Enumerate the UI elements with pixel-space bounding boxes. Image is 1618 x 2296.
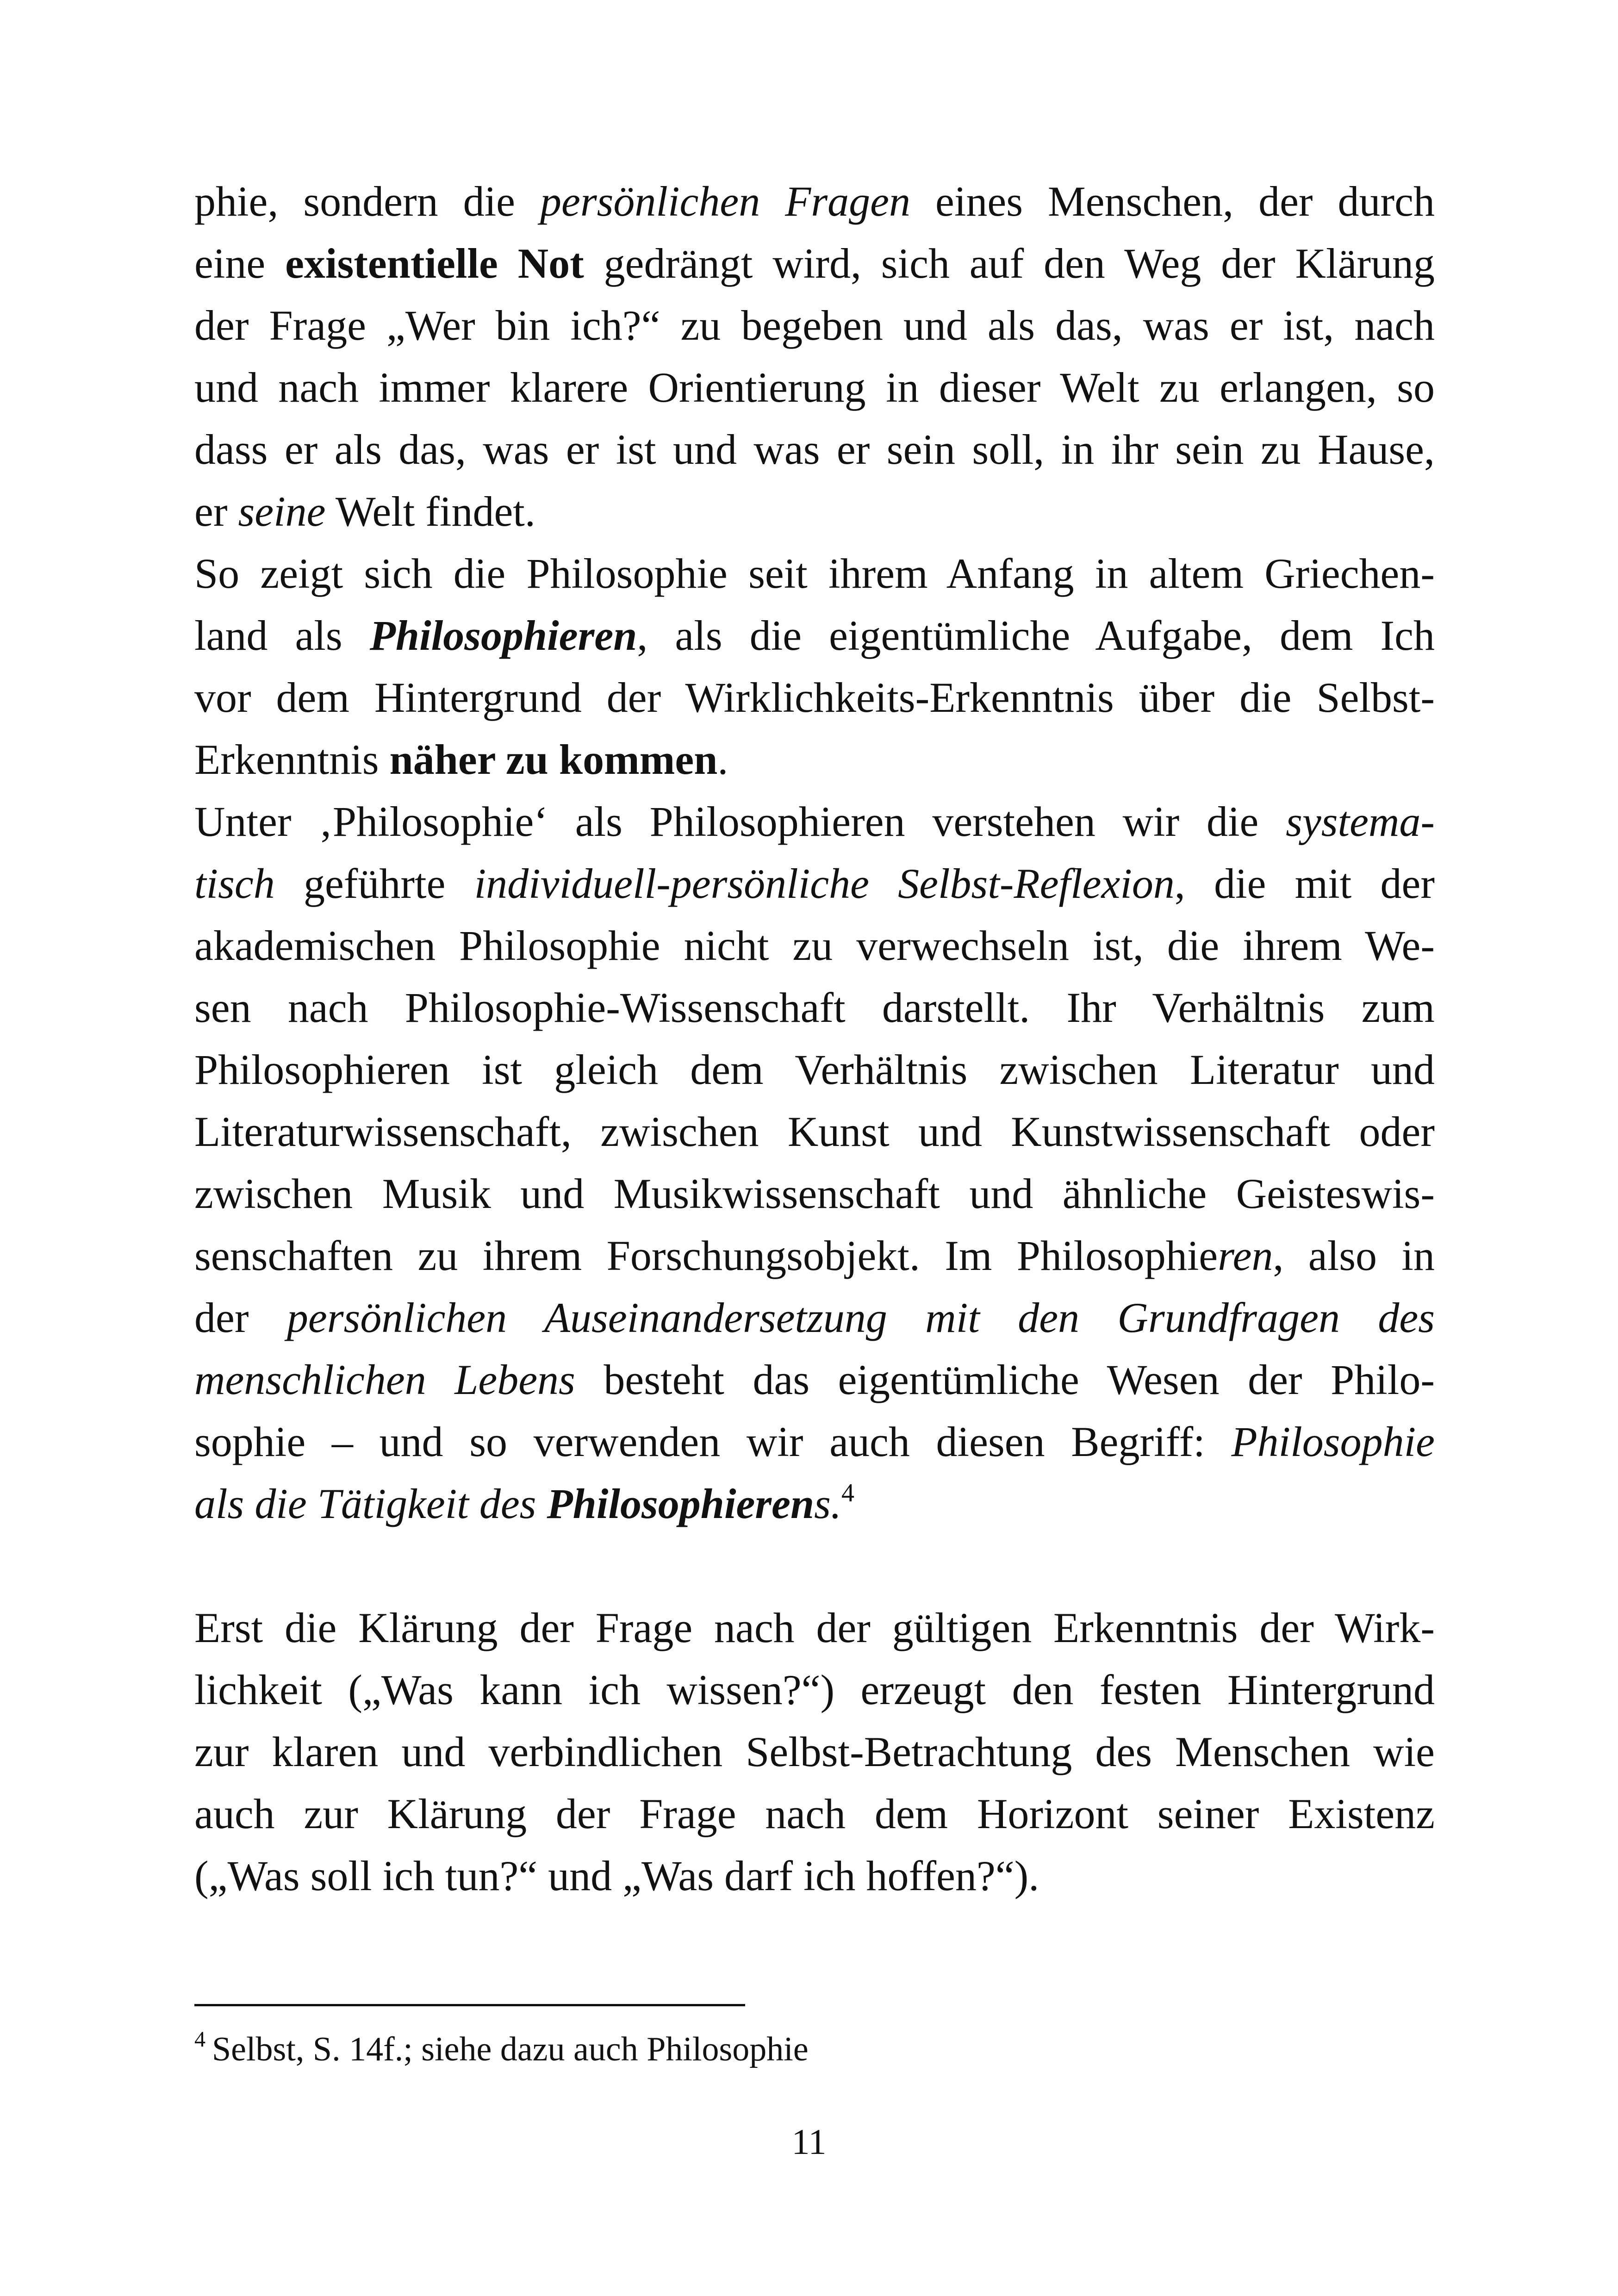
text-run: („Was soll ich tun?“ und „Was darf ich hoffen?“).	[194, 1852, 1039, 1899]
body-line	[194, 666, 1435, 728]
body-line	[194, 1287, 1435, 1349]
body-line	[194, 542, 1435, 604]
footnote-reference: 4	[841, 1479, 854, 1507]
text-run: Philosophieren ist gleich dem Verhältnis zwischen Literatur und	[194, 1046, 1435, 1093]
text-run: dass er als das, was er ist und was er sein soll, in ihr sein zu Hause,	[194, 426, 1435, 473]
text-run: eine	[194, 240, 286, 287]
italic-run: individuell-persönliche Selbst-Reflexion	[474, 860, 1175, 907]
bold-italic-run: Philosophieren	[547, 1480, 815, 1527]
text-run: phie, sondern die	[194, 178, 540, 225]
italic-run: seine	[238, 488, 326, 535]
footnote	[194, 2026, 809, 2077]
body-line	[194, 1101, 1435, 1163]
italic-run: persönlichen Fragen	[540, 178, 911, 225]
body-line	[194, 1163, 1435, 1225]
italic-run: persönlichen Auseinandersetzung mit den Grundfragen des	[286, 1294, 1435, 1341]
footnote-text: Selbst, S. 14f.; siehe dazu auch Philosophie	[212, 2030, 809, 2068]
text-run: geführte	[274, 860, 474, 907]
text-run: zur klaren und verbindlichen Selbst-Betrachtung des Menschen wie	[194, 1728, 1435, 1775]
text-run: Erkenntnis	[194, 736, 390, 783]
body-line	[194, 480, 1435, 542]
body-line	[194, 852, 1435, 915]
body-line	[194, 1039, 1435, 1101]
text-run: besteht das eigentümliche Wesen der Philo-	[575, 1356, 1435, 1403]
body-line	[194, 418, 1435, 480]
italic-run: .	[830, 1480, 841, 1527]
italic-run: als die Tätigkeit des	[194, 1480, 547, 1527]
text-run: lichkeit („Was kann ich wissen?“) erzeugt den festen Hintergrund	[194, 1666, 1435, 1713]
body-line	[194, 232, 1435, 294]
text-run: eines Menschen, der durch	[910, 178, 1435, 225]
text-run: und nach immer klarere Orientierung in dieser Welt zu erlangen, so	[194, 364, 1435, 411]
text-run: , die mit der	[1174, 860, 1435, 907]
text-run: Welt findet.	[325, 488, 535, 535]
italic-run: systema-	[1286, 798, 1435, 845]
text-run: , als die eigentümliche Aufgabe, dem Ich	[637, 612, 1435, 659]
body-line	[194, 977, 1435, 1039]
bold-italic-run: Philosophieren	[369, 612, 637, 659]
body-line	[194, 170, 1435, 232]
text-run: vor dem Hintergrund der Wirklichkeits-Erkenntnis über die Selbst-	[194, 674, 1435, 721]
body-line	[194, 1597, 1435, 1659]
body-line	[194, 1225, 1435, 1287]
body-line	[194, 356, 1435, 418]
body-line	[194, 790, 1435, 852]
footnote-separator	[194, 2004, 745, 2006]
body-line	[194, 1349, 1435, 1411]
text-run: .	[717, 736, 728, 783]
text-run: gedrängt wird, sich auf den Weg der Klärung	[584, 240, 1435, 287]
text-run: sen nach Philosophie-Wissenschaft darstellt. Ihr Verhältnis zum	[194, 984, 1435, 1031]
text-run: zwischen Musik und Musikwissenschaft und ähnliche Geisteswis-	[194, 1170, 1435, 1217]
text-run: der	[194, 1294, 287, 1341]
body-line	[194, 1845, 1435, 1907]
body-line	[194, 1659, 1435, 1721]
italic-run: tisch	[194, 860, 275, 907]
bold-run: näher zu kommen	[389, 736, 718, 783]
text-run: akademischen Philosophie nicht zu verwechseln ist, die ihrem We-	[194, 922, 1435, 969]
italic-run: Philosophie	[1231, 1418, 1435, 1465]
text-run: sophie – und so verwenden wir auch diesen Begriff:	[194, 1418, 1232, 1465]
body-line	[194, 1473, 1435, 1535]
text-run: er	[194, 488, 238, 535]
footnote-number: 4	[194, 2027, 205, 2052]
italic-run: ren	[1218, 1232, 1273, 1279]
italic-run: s	[814, 1480, 831, 1527]
text-run: So zeigt sich die Philosophie seit ihrem Anfang in altem Griechen-	[194, 550, 1435, 597]
text-run: , also in	[1273, 1232, 1435, 1279]
body-line	[194, 1783, 1435, 1845]
text-run: senschaften zu ihrem Forschungsobjekt. Im Philosophie	[194, 1232, 1218, 1279]
text-run: Erst die Klärung der Frage nach der gültigen Erkenntnis der Wirk-	[194, 1604, 1435, 1651]
text-run: Unter ‚Philosophie‘ als Philosophieren verstehen wir die	[194, 798, 1286, 845]
body-line	[194, 915, 1435, 977]
body-line	[194, 1411, 1435, 1473]
text-run: land als	[194, 612, 370, 659]
bold-run: existentielle Not	[285, 240, 584, 287]
body-line	[194, 1721, 1435, 1783]
text-run: Literaturwissenschaft, zwischen Kunst und Kunstwissenschaft oder	[194, 1108, 1435, 1155]
body-line	[194, 604, 1435, 666]
text-run: der Frage „Wer bin ich?“ zu begeben und als das, was er ist, nach	[194, 302, 1435, 349]
page-number: 11	[791, 2122, 827, 2162]
body-line	[194, 728, 1435, 790]
body-line	[194, 294, 1435, 356]
italic-run: menschlichen Lebens	[194, 1356, 575, 1403]
text-run: auch zur Klärung der Frage nach dem Horizont seiner Existenz	[194, 1790, 1435, 1837]
